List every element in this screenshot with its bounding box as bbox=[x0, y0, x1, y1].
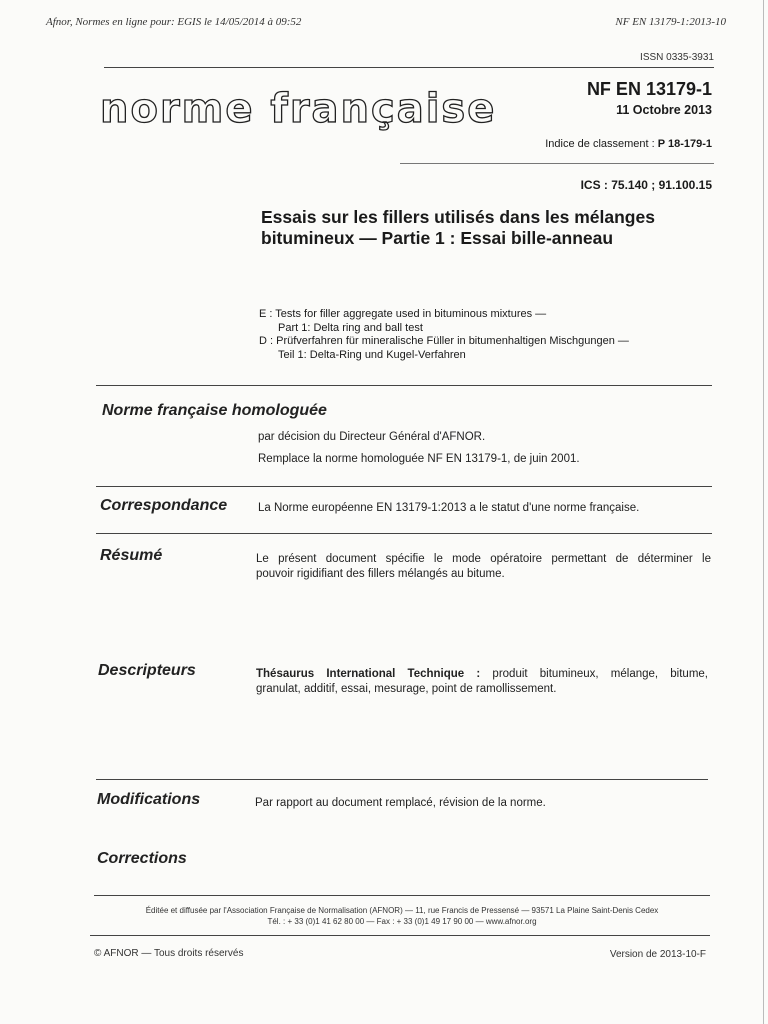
modifications-text: Par rapport au document remplacé, révision de la norme. bbox=[255, 797, 546, 809]
divider-4 bbox=[96, 779, 708, 780]
resume-line-2: pouvoir rigidifiant des fillers mélangés au bitume. bbox=[256, 568, 505, 580]
resume-line-1: Le présent document spécifie le mode opératoire permettant de déterminer le bbox=[256, 553, 711, 565]
title-line-2: bitumineux — Partie 1 : Essai bille-anneau bbox=[261, 228, 614, 248]
german-title-2: Teil 1: Delta-Ring und Kugel-Verfahren bbox=[278, 348, 466, 361]
descripteurs-title: Descripteurs bbox=[98, 662, 196, 679]
norme-francaise-logo: norme française bbox=[100, 86, 497, 132]
descripteurs-line-2: granulat, additif, essai, mesurage, point de ramollissement. bbox=[256, 683, 557, 695]
publisher-info bbox=[94, 905, 710, 927]
homologuee-line-1: par décision du Directeur Général d'AFNOR. bbox=[258, 431, 486, 443]
resume-title: Résumé bbox=[100, 547, 163, 564]
ics: ICS : 75.140 ; 91.100.15 bbox=[580, 178, 712, 192]
standard-date: 11 Octobre 2013 bbox=[616, 103, 712, 117]
classement-label: Indice de classement : bbox=[545, 138, 655, 150]
corrections-title: Corrections bbox=[97, 850, 187, 867]
title-translations bbox=[259, 308, 629, 362]
publisher-contact: Tél. : + 33 (0)1 41 62 80 00 — Fax : + 33 (0)1 49 17 90 00 — www.afnor.org bbox=[267, 917, 537, 926]
page-edge bbox=[763, 0, 764, 1024]
descripteurs-keywords-1: produit bitumineux, mélange, bitume, bbox=[480, 668, 708, 680]
correspondance-title: Correspondance bbox=[100, 497, 228, 514]
german-title-1: D : Prüfverfahren für mineralische Füller in bitumenhaltigen Mischgungen — bbox=[259, 335, 629, 347]
standard-code: NF EN 13179-1 bbox=[586, 79, 712, 99]
classement bbox=[545, 138, 712, 150]
divider-3 bbox=[96, 533, 712, 534]
top-rule bbox=[104, 67, 714, 68]
modifications-title: Modifications bbox=[97, 791, 201, 808]
english-title-1: E : Tests for filler aggregate used in bituminous mixtures — bbox=[259, 308, 547, 320]
classement-rule bbox=[400, 163, 714, 164]
classement-value: P 18-179-1 bbox=[657, 138, 712, 150]
copyright: © AFNOR — Tous droits réservés bbox=[94, 948, 244, 959]
issn: ISSN 0335-3931 bbox=[640, 52, 714, 63]
version: Version de 2013-10-F bbox=[609, 949, 706, 960]
divider-2 bbox=[96, 486, 712, 487]
english-title-2: Part 1: Delta ring and ball test bbox=[278, 321, 423, 334]
document-title bbox=[261, 207, 721, 249]
homologuee-line-2: Remplace la norme homologuée NF EN 13179-1, de juin 2001. bbox=[258, 453, 580, 465]
divider-6 bbox=[90, 935, 710, 936]
title-line-1: Essais sur les fillers utilisés dans les mélanges bbox=[261, 207, 655, 227]
online-access-notice: Afnor, Normes en ligne pour: EGIS le 14/05/2014 à 09:52 bbox=[46, 16, 302, 28]
descripteurs-line-1 bbox=[256, 667, 708, 682]
descripteurs-thesaurus: Thésaurus International Technique : bbox=[256, 668, 481, 680]
publisher-address: Éditée et diffusée par l'Association Française de Normalisation (AFNOR) — 11, rue Francis de Pressensé — 93571 La Plaine Saint-Denis Cedex bbox=[145, 906, 659, 915]
divider-1 bbox=[96, 385, 712, 386]
homologuee-title: Norme française homologuée bbox=[102, 402, 327, 419]
correspondance-text: La Norme européenne EN 13179-1:2013 a le statut d'une norme française. bbox=[258, 502, 640, 514]
document-reference: NF EN 13179-1:2013-10 bbox=[615, 16, 726, 28]
divider-5 bbox=[94, 895, 710, 896]
